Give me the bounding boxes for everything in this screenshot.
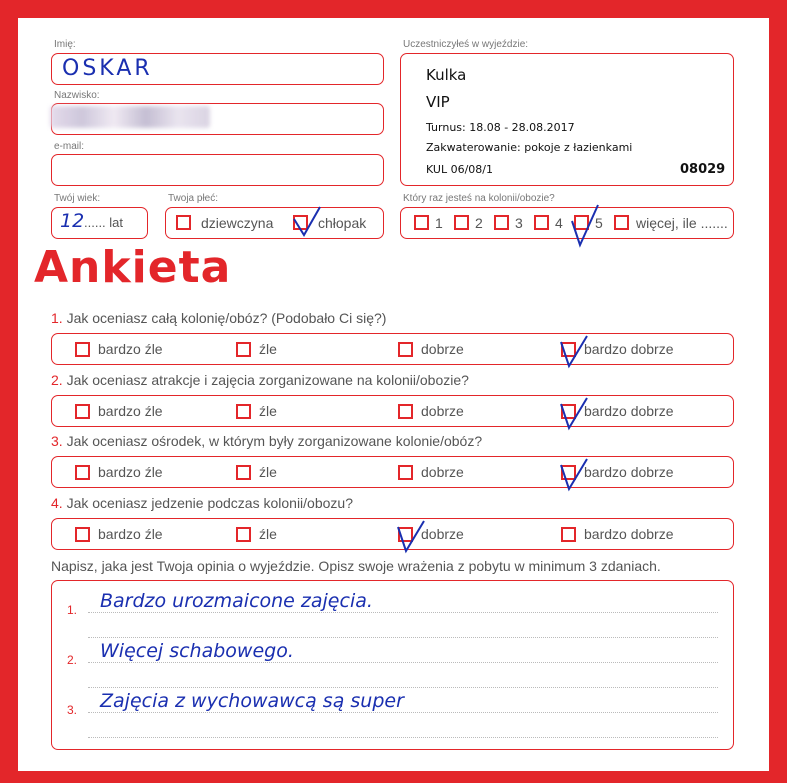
writing-line — [88, 687, 718, 688]
times-check-mark — [566, 203, 602, 251]
opinion-line-1-text: Bardzo urozmaicone zajęcia. — [100, 590, 373, 612]
question-2-option-1-label: bardzo źle — [98, 403, 163, 419]
gender-girl-label: dziewczyna — [201, 215, 274, 231]
times-4-checkbox[interactable] — [534, 215, 549, 230]
writing-line — [88, 612, 718, 613]
question-4-option-4-label: bardzo dobrze — [584, 526, 674, 542]
question-1-option-4-label: bardzo dobrze — [584, 341, 674, 357]
question-4-check-mark — [392, 517, 428, 555]
times-3-label: 3 — [515, 215, 523, 231]
times-4-label: 4 — [555, 215, 563, 231]
times-3-checkbox[interactable] — [494, 215, 509, 230]
turnus: Turnus: 18.08 - 28.08.2017 — [426, 121, 575, 134]
question-2-option-3-checkbox[interactable] — [398, 404, 413, 419]
question-1-option-3-label: dobrze — [421, 341, 464, 357]
times-2-label: 2 — [475, 215, 483, 231]
email-label: e-mail: — [54, 141, 85, 152]
question-3-option-4-label: bardzo dobrze — [584, 464, 674, 480]
question-2-option-4-label: bardzo dobrze — [584, 403, 674, 419]
question-number: 3. — [51, 433, 63, 449]
gender-label: Twoja płeć: — [168, 193, 219, 204]
question-number: 4. — [51, 495, 63, 511]
question-1-check-mark — [555, 332, 591, 370]
question-4-option-1-label: bardzo źle — [98, 526, 163, 542]
accommodation: Zakwaterowanie: pokoje z łazienkami — [426, 141, 633, 154]
question-4-option-3-label: dobrze — [421, 526, 464, 542]
question-4-text — [51, 495, 353, 511]
question-3-option-3-label: dobrze — [421, 464, 464, 480]
camp-number: 08029 — [680, 162, 726, 177]
camp-code: KUL 06/08/1 — [426, 163, 493, 176]
email-field[interactable] — [51, 154, 384, 186]
times-label: Który raz jesteś na kolonii/obozie? — [403, 193, 555, 204]
opinion-line-3-text: Zajęcia z wychowawcą są super — [100, 690, 404, 712]
times-2-checkbox[interactable] — [454, 215, 469, 230]
survey-title: Ankieta — [34, 242, 232, 293]
times-more-label: więcej, ile ....... — [636, 215, 728, 231]
times-more-checkbox[interactable] — [614, 215, 629, 230]
gender-boy-label: chłopak — [318, 215, 367, 231]
question-4-option-2-label: źle — [259, 526, 277, 542]
question-3-text — [51, 433, 482, 449]
name-label: Imię: — [54, 39, 76, 50]
question-1-text — [51, 310, 386, 326]
question-3-option-2-checkbox[interactable] — [236, 465, 251, 480]
question-3-option-2-label: źle — [259, 464, 277, 480]
age-label: Twój wiek: — [54, 193, 101, 204]
participant-label: Uczestniczyłeś w wyjeździe: — [403, 39, 529, 50]
age-value: 12 — [60, 210, 85, 232]
question-2-check-mark — [555, 394, 591, 432]
writing-line — [88, 712, 718, 713]
question-4-option-1-checkbox[interactable] — [75, 527, 90, 542]
times-1-label: 1 — [435, 215, 443, 231]
gender-check-mark — [290, 205, 326, 241]
question-3-option-1-checkbox[interactable] — [75, 465, 90, 480]
question-4-option-4-checkbox[interactable] — [561, 527, 576, 542]
times-1-checkbox[interactable] — [414, 215, 429, 230]
question-number: 1. — [51, 310, 63, 326]
opinion-line-3-number: 3. — [67, 703, 78, 717]
times-5-label: 5 — [595, 215, 603, 231]
question-1-option-1-checkbox[interactable] — [75, 342, 90, 357]
writing-line — [88, 662, 718, 663]
opinion-line-2-text: Więcej schabowego. — [100, 640, 294, 662]
gender-girl-checkbox[interactable] — [176, 215, 191, 230]
writing-line — [88, 637, 718, 638]
question-label: Jak oceniasz jedzenie podczas kolonii/obozu? — [66, 495, 353, 511]
question-3-check-mark — [555, 455, 591, 493]
question-number: 2. — [51, 372, 63, 388]
age-unit: ...... lat — [84, 215, 124, 230]
question-3-option-3-checkbox[interactable] — [398, 465, 413, 480]
camp-type: VIP — [426, 93, 450, 111]
question-2-option-3-label: dobrze — [421, 403, 464, 419]
question-3-option-1-label: bardzo źle — [98, 464, 163, 480]
question-1-option-2-label: źle — [259, 341, 277, 357]
question-label: Jak oceniasz atrakcje i zajęcia zorganizowane na kolonii/obozie? — [66, 372, 469, 388]
surname-redacted — [50, 106, 210, 128]
surname-label: Nazwisko: — [54, 90, 100, 101]
question-1-option-3-checkbox[interactable] — [398, 342, 413, 357]
question-4-option-2-checkbox[interactable] — [236, 527, 251, 542]
opinion-line-2-number: 2. — [67, 653, 78, 667]
camp-name: Kulka — [426, 66, 467, 84]
writing-line — [88, 737, 718, 738]
question-2-option-2-label: źle — [259, 403, 277, 419]
question-1-option-1-label: bardzo źle — [98, 341, 163, 357]
name-value: OSKAR — [62, 56, 153, 81]
question-label: Jak oceniasz całą kolonię/obóz? (Podobało Ci się?) — [66, 310, 387, 326]
question-2-text — [51, 372, 469, 388]
question-label: Jak oceniasz ośrodek, w którym były zorganizowane kolonie/obóz? — [66, 433, 483, 449]
opinion-prompt: Napisz, jaka jest Twoja opinia o wyjeździe. Opisz swoje wrażenia z pobytu w minimum 3 zdaniach. — [51, 558, 661, 574]
question-2-option-2-checkbox[interactable] — [236, 404, 251, 419]
opinion-line-1-number: 1. — [67, 603, 78, 617]
question-1-option-2-checkbox[interactable] — [236, 342, 251, 357]
question-2-option-1-checkbox[interactable] — [75, 404, 90, 419]
